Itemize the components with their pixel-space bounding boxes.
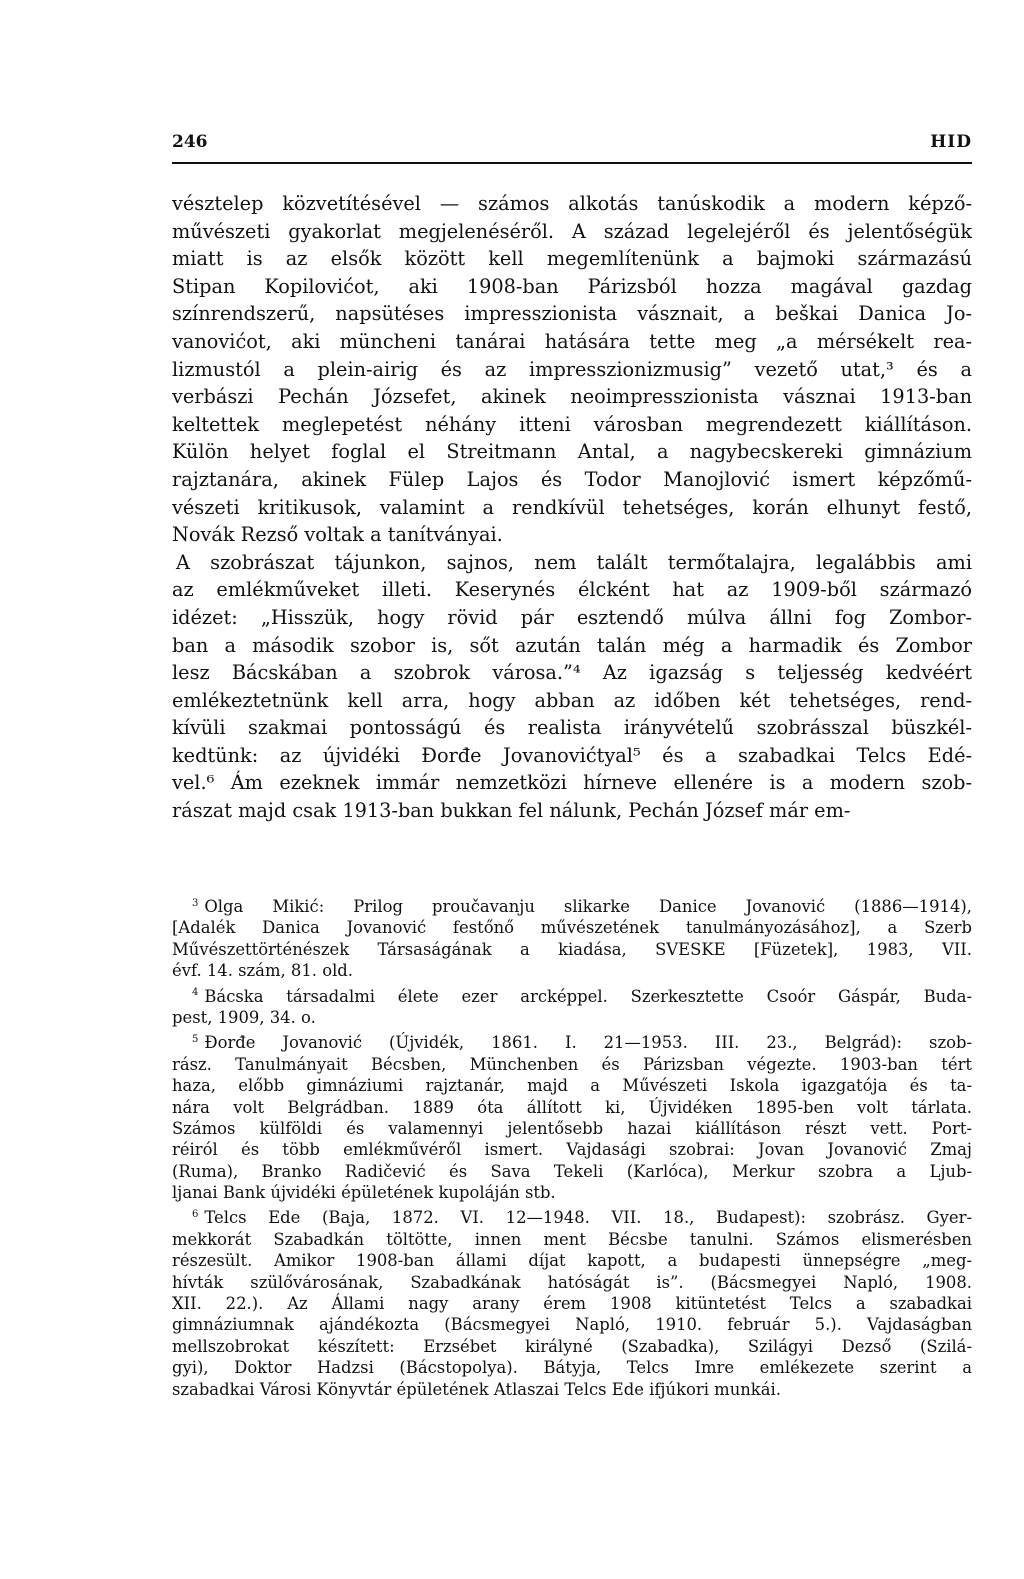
footnote-line: XII. 22.). Az Állami nagy arany érem 1908 kitüntetést Telcs a szabadkai bbox=[172, 1294, 972, 1314]
text-line: lizmustól a plein-airig és az impresszionizmusig” vezető utat,³ és a bbox=[172, 357, 972, 381]
footnote-number: 6 bbox=[192, 1209, 199, 1220]
footnote-line: hívták szülővárosának, Szabadkának hatóságát is”. (Bácsmegyei Napló, 1908. bbox=[172, 1272, 972, 1292]
footnote-number: 4 bbox=[192, 987, 199, 999]
footnote-line bbox=[172, 986, 972, 1007]
text-line: emlékeztetnünk kell arra, hogy abban az időben két tehetséges, rend- bbox=[172, 688, 972, 712]
footnote-line: nára volt Belgrádban. 1889 óta állított ki, Újvidéken 1895-ben volt tárlata. bbox=[172, 1097, 972, 1117]
footnote-line: pest, 1909, 34. o. bbox=[172, 1007, 316, 1027]
text-line: keltettek meglepetést néhány itteni városban megrendezett kiállításon. bbox=[172, 412, 972, 436]
footnote-line: gyi), Doktor Hadzsi (Bácstopolya). Bátyja, Telcs Imre emlékezete szerint a bbox=[172, 1358, 972, 1378]
text-line: miatt is az elsők között kell megemlítenünk a bajmoki származású bbox=[172, 247, 972, 271]
text-line: lesz Bácskában a szobrok városa.”⁴ Az igazság s teljesség kedvéért bbox=[172, 661, 972, 685]
footnote-number: 3 bbox=[192, 897, 199, 909]
footnote-line: szabadkai Városi Könyvtár épületének Atlaszai Telcs Ede ifjúkori munkái. bbox=[172, 1379, 781, 1399]
footnote bbox=[172, 1032, 972, 1203]
footnote-line: rász. Tanulmányait Bécsben, Münchenben és Párizsban végezte. 1903-ban tért bbox=[172, 1054, 972, 1074]
footnote-line: (Ruma), Branko Radičević és Sava Tekeli (Karlóca), Merkur szobra a Ljub- bbox=[172, 1161, 972, 1181]
footnote bbox=[172, 896, 972, 982]
text-line: vanovićot, aki müncheni tanárai hatására tette meg „a mérsékelt rea- bbox=[172, 329, 972, 353]
footnote-line bbox=[172, 896, 972, 917]
text-line: A szobrászat tájunkon, sajnos, nem talált termőtalajra, legalábbis ami bbox=[176, 550, 972, 574]
text-line: művészeti gyakorlat megjelenéséről. A század legelejéről és jelentőségük bbox=[172, 219, 972, 243]
footnote-line: haza, előbb gimnáziumi rajztanár, majd a Művészeti Iskola igazgatója és ta- bbox=[172, 1076, 972, 1096]
footnote-text: Telcs Ede (Baja, 1872. VI. 12—1948. VII. 18., Budapest): szobrász. Gyer- bbox=[204, 1208, 972, 1228]
footnote-number: 5 bbox=[192, 1033, 199, 1045]
text-line: Külön helyet foglal el Streitmann Antal, a nagybecskereki gimnázium bbox=[172, 440, 972, 464]
footnote-line: gimnáziumnak ajándékozta (Bácsmegyei Napló, 1910. február 5.). Vajdaságban bbox=[172, 1315, 972, 1335]
footnote-line: Művészettörténészek Társaságának a kiadása, SVESKE [Füzetek], 1983, VII. bbox=[172, 939, 972, 959]
page-number: 246 bbox=[172, 132, 208, 152]
footnote bbox=[172, 986, 972, 1029]
running-header bbox=[172, 128, 972, 164]
footnotes bbox=[172, 896, 972, 1404]
footnote-line: évf. 14. szám, 81. old. bbox=[172, 961, 354, 981]
paragraph bbox=[172, 190, 972, 549]
text-line: kívüli szakmai pontosságú és realista irányvételű szobrásszal büszkél- bbox=[172, 716, 972, 740]
text-line: ban a második szobor is, sőt azután talán még a harmadik és Zombor bbox=[172, 633, 972, 657]
footnote-line: ljanai Bank újvidéki épületének kupoláján stb. bbox=[172, 1183, 556, 1203]
footnote-text: Đorđe Jovanović (Újvidék, 1861. I. 21—1953. III. 23., Belgrád): szob- bbox=[204, 1033, 972, 1053]
text-line: verbászi Pechán Józsefet, akinek neoimpresszionista vásznai 1913-ban bbox=[172, 385, 972, 409]
text-line: színrendszerű, napsütéses impresszionista vásznait, a beškai Danica Jo- bbox=[172, 302, 972, 326]
footnote-line: részesült. Amikor 1908-ban állami díjat kapott, a budapesti ünnepségre „meg- bbox=[172, 1251, 972, 1271]
text-line: Novák Rezső voltak a tanítványai. bbox=[172, 523, 503, 547]
footnote-text: Olga Mikić: Prilog proučavanju slikarke Danice Jovanović (1886—1914), bbox=[204, 897, 972, 916]
footnote-line: réiról és több emlékművéről ismert. Vajdasági szobrai: Jovan Jovanović Zmaj bbox=[172, 1140, 972, 1160]
footnote bbox=[172, 1207, 972, 1400]
text-line: Stipan Kopilovićot, aki 1908-ban Párizsból hozza magával gazdag bbox=[172, 274, 972, 298]
paragraph bbox=[172, 549, 972, 825]
text-line: kedtünk: az újvidéki Đorđe Jovanovićtyal⁵ és a szabadkai Telcs Edé- bbox=[172, 743, 972, 767]
journal-name: HID bbox=[930, 132, 972, 152]
text-line: az emlékműveket illeti. Keserynés élcként hat az 1909-ből származó bbox=[172, 578, 972, 602]
text-line: vel.⁶ Ám ezeknek immár nemzetközi hírneve ellenére is a modern szob- bbox=[172, 771, 972, 795]
text-line: idézet: „Hisszük, hogy rövid pár esztendő múlva állni fog Zombor- bbox=[172, 605, 972, 629]
text-line: vésztelep közvetítésével — számos alkotás tanúskodik a modern képző- bbox=[172, 192, 972, 215]
footnote-line bbox=[172, 1032, 972, 1053]
text-line: rászat majd csak 1913-ban bukkan fel nálunk, Pechán József már em- bbox=[172, 799, 851, 823]
text-line: rajztanára, akinek Fülep Lajos és Todor Manojlović ismert képzőmű- bbox=[172, 467, 972, 491]
footnote-line: mekkorát Szabadkán töltötte, innen ment Bécsbe tanulni. Számos elismerésben bbox=[172, 1229, 972, 1249]
footnote-line: Számos külföldi és valamennyi jelentősebb hazai kiállításon részt vett. Port- bbox=[172, 1118, 972, 1138]
footnote-line bbox=[172, 1207, 972, 1228]
main-text bbox=[172, 190, 972, 825]
footnote-line: [Adalék Danica Jovanović festőnő művészetének tanulmányozásához], a Szerb bbox=[172, 918, 972, 938]
footnote-line: mellszobrokat készített: Erzsébet királyné (Szabadka), Szilágyi Dezső (Szilá- bbox=[172, 1336, 972, 1356]
footnote-text: Bácska társadalmi élete ezer arcképpel. Szerkesztette Csoór Gáspár, Buda- bbox=[204, 986, 972, 1006]
text-line: vészeti kritikusok, valamint a rendkívül tehetséges, korán elhunyt festő, bbox=[172, 495, 972, 519]
